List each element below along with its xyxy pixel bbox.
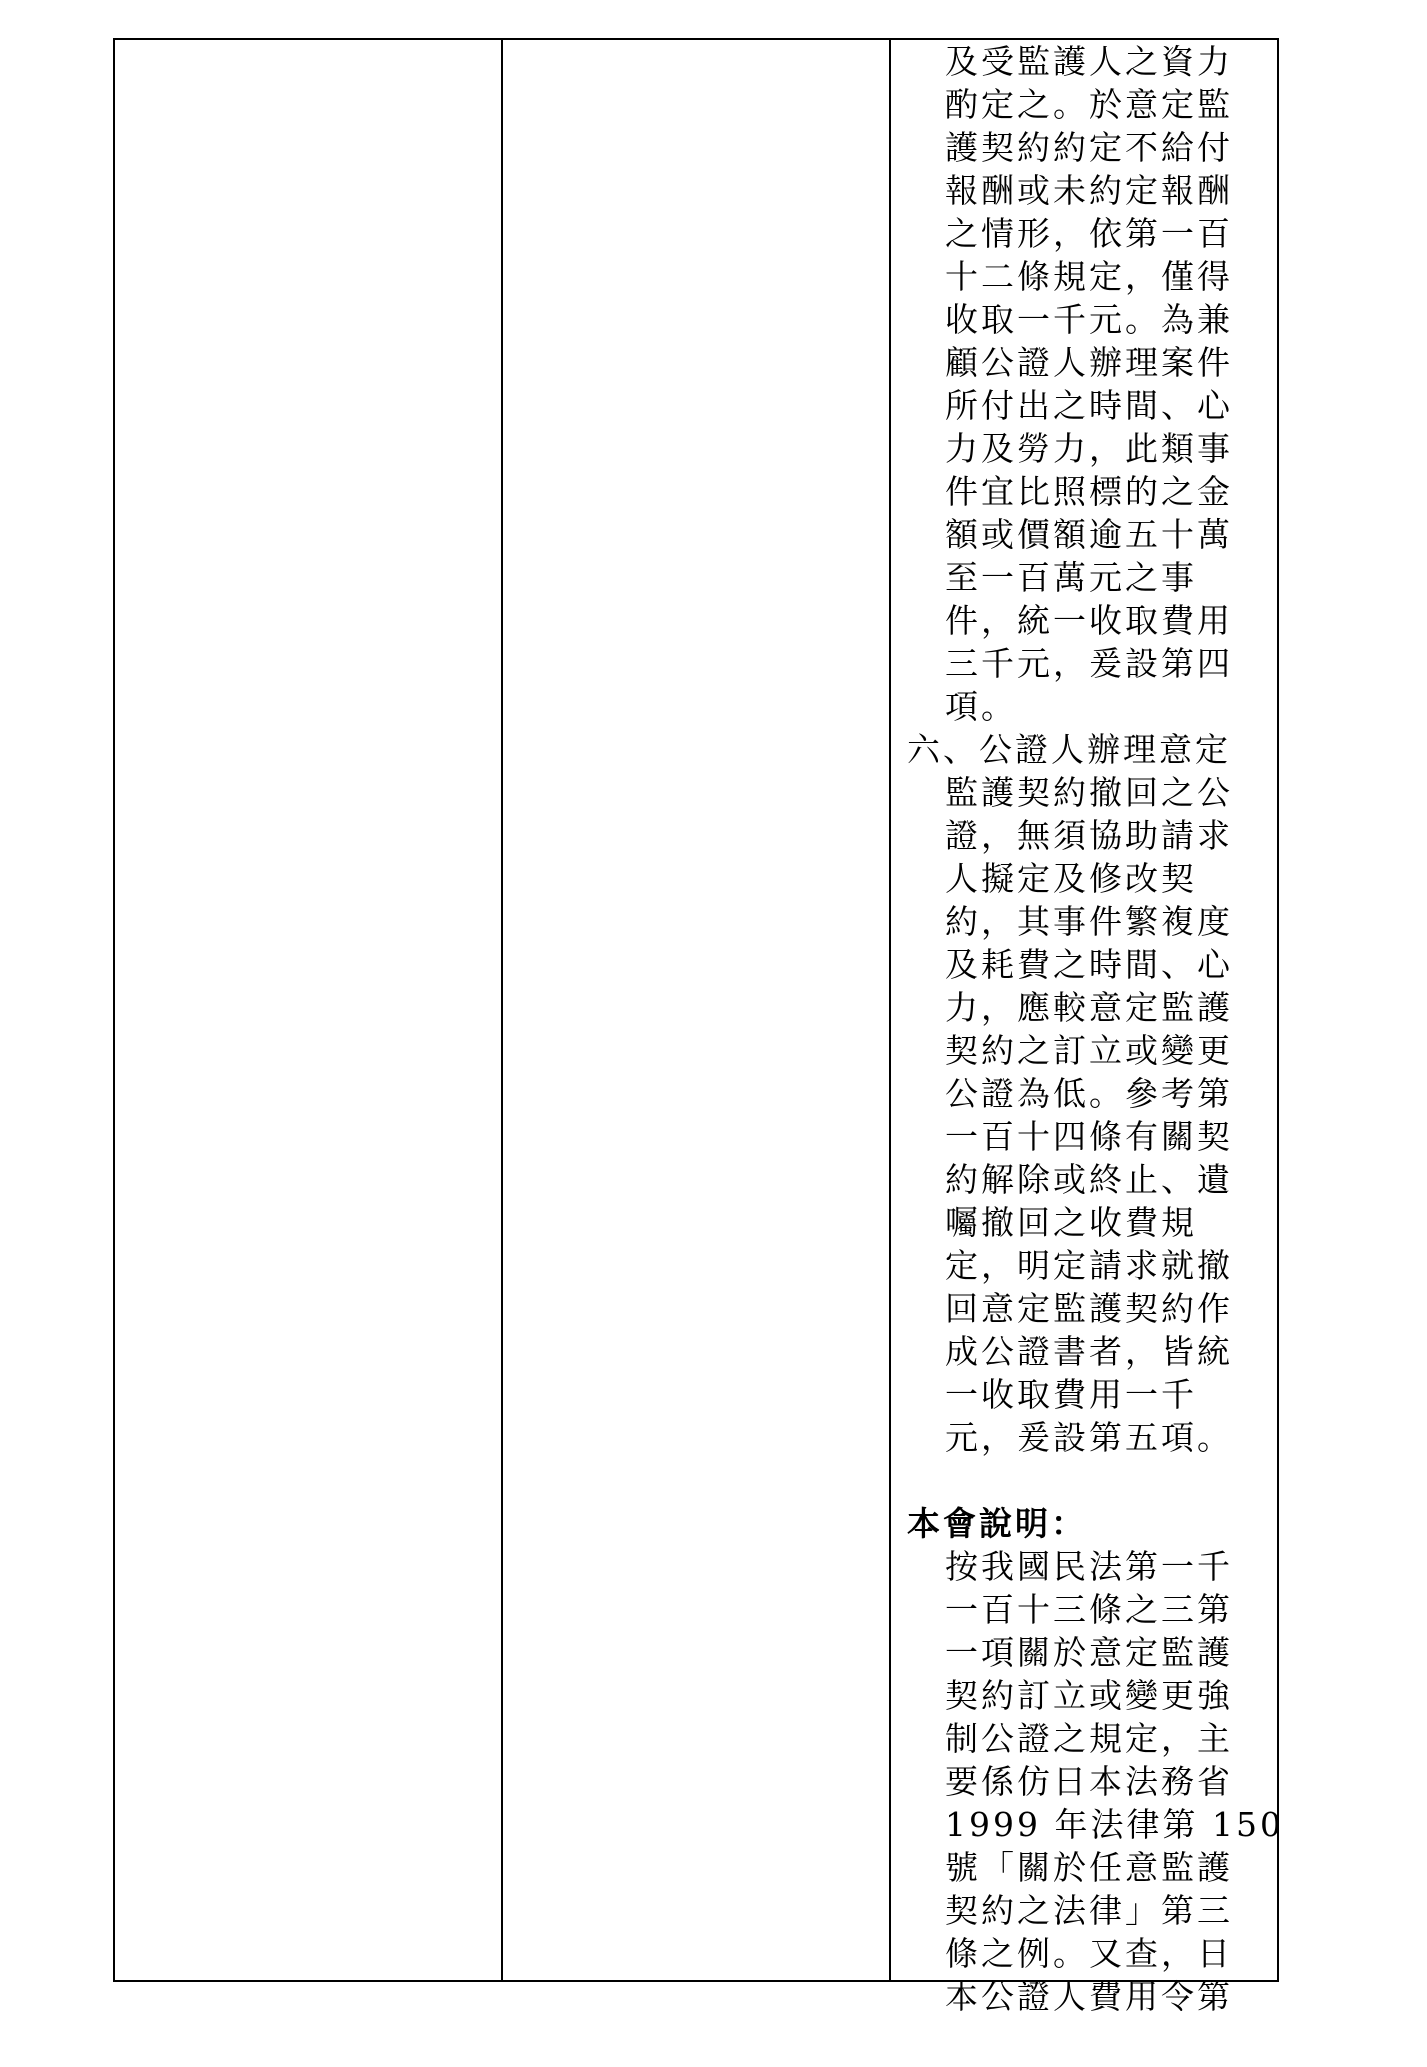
- text-line: 人擬定及修改契: [945, 859, 1197, 898]
- text-line: 及受監護人之資力: [945, 42, 1233, 81]
- text-line: 要係仿日本法務省: [945, 1762, 1233, 1801]
- text-line: 回意定監護契約作: [945, 1289, 1233, 1328]
- text-line: 之情形，依第一百: [945, 214, 1233, 253]
- table-column-1: [115, 40, 503, 1980]
- text-line: 成公證書者，皆統: [945, 1332, 1233, 1371]
- text-line: 條之例。又查，日: [945, 1934, 1233, 1973]
- text-line: 證，無須協助請求: [945, 816, 1233, 855]
- text-line: 一百十四條有關契: [945, 1117, 1233, 1156]
- text-line: 及耗費之時間、心: [945, 945, 1233, 984]
- text-line: 所付出之時間、心: [945, 386, 1233, 425]
- text-line: 項。: [945, 687, 1017, 726]
- text-line: 件，統一收取費用: [945, 601, 1233, 640]
- text-line: 約，其事件繁複度: [945, 902, 1233, 941]
- text-line: 件宜比照標的之金: [945, 472, 1233, 511]
- document-table: [113, 38, 1284, 2016]
- text-line: 囑撤回之收費規: [945, 1203, 1197, 1242]
- text-line: 十二條規定，僅得: [945, 257, 1233, 296]
- table-column-3: [891, 40, 1284, 2016]
- text-line: 力，應較意定監護: [945, 988, 1233, 1027]
- text-line: 報酬或未約定報酬: [945, 171, 1233, 210]
- council-paragraph: [907, 1545, 1284, 2018]
- text-line: 監護契約撤回之公: [945, 773, 1233, 812]
- text-line: 一項關於意定監護: [945, 1633, 1233, 1672]
- text-line: 元，爰設第五項。: [945, 1418, 1233, 1457]
- text-line: 本公證人費用令第: [945, 1977, 1233, 2016]
- text-line: 力及勞力，此類事: [945, 429, 1233, 468]
- text-line: 定，明定請求就撤: [945, 1246, 1233, 1285]
- text-line: 號「關於任意監護: [945, 1848, 1233, 1887]
- text-line: 制公證之規定，主: [945, 1719, 1233, 1758]
- text-line: 顧公證人辦理案件: [945, 343, 1233, 382]
- table-column-2: [503, 40, 891, 1980]
- council-heading: 本會說明：: [907, 1504, 1087, 1543]
- text-line: 額或價額逾五十萬: [945, 515, 1233, 554]
- continued-paragraph: [907, 40, 1271, 728]
- paragraph-spacer: [907, 1459, 1271, 1502]
- text-line: 收取一千元。為兼: [945, 300, 1233, 339]
- text-line: 約解除或終止、遺: [945, 1160, 1233, 1199]
- text-line: 至一百萬元之事: [945, 558, 1197, 597]
- text-line: 契約之訂立或變更: [945, 1031, 1233, 1070]
- text-line: 三千元，爰設第四: [945, 644, 1233, 683]
- text-line: 一收取費用一千: [945, 1375, 1197, 1414]
- text-line: 契約之法律」第三: [945, 1891, 1233, 1930]
- text-line: 酌定之。於意定監: [945, 85, 1233, 124]
- item-six-paragraph: [907, 771, 1271, 1459]
- text-line: 護契約約定不給付: [945, 128, 1233, 167]
- item-six-first-line: 六、公證人辦理意定: [907, 730, 1231, 769]
- explanation-text: [907, 40, 1284, 2018]
- text-line: 公證為低。參考第: [945, 1074, 1233, 1113]
- text-line: 1999 年法律第 150: [945, 1805, 1284, 1844]
- text-line: 一百十三條之三第: [945, 1590, 1233, 1629]
- text-line: 按我國民法第一千: [945, 1547, 1233, 1586]
- text-line: 契約訂立或變更強: [945, 1676, 1233, 1715]
